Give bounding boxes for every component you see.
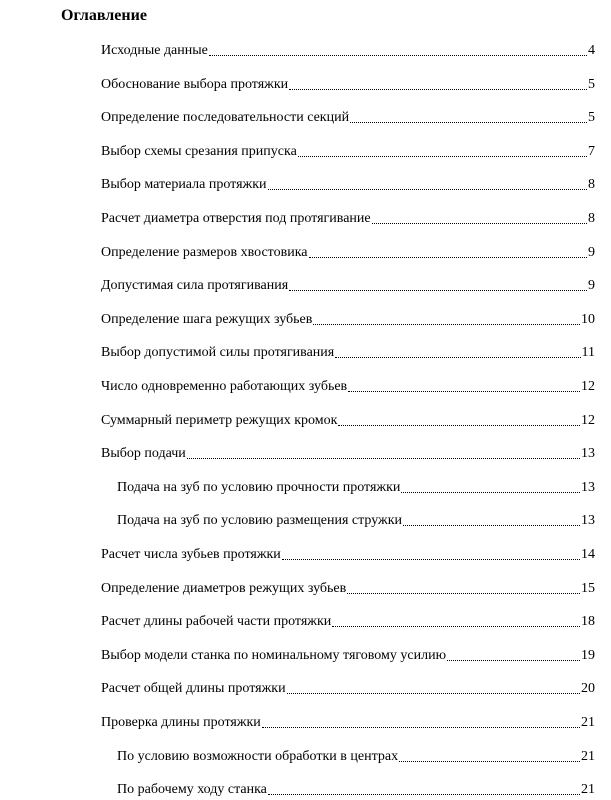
toc-dot-leader — [338, 425, 580, 426]
toc-entry-text: Число одновременно работающих зубьев — [101, 379, 348, 394]
toc-entry-page: 8 — [588, 211, 595, 226]
toc-entry[interactable] — [101, 143, 595, 161]
toc-entry-text: Подача на зуб по условию прочности протяжки — [117, 480, 401, 495]
toc-entry[interactable] — [117, 748, 595, 766]
toc-entry-text: Подача на зуб по условию размещения стружки — [117, 513, 403, 528]
toc-entry[interactable] — [101, 277, 595, 295]
toc-entry[interactable] — [117, 479, 595, 497]
toc-dot-leader — [347, 593, 580, 594]
toc-entry-page: 21 — [581, 749, 595, 764]
toc-entry[interactable] — [101, 412, 595, 430]
toc-entry[interactable] — [101, 714, 595, 732]
toc-entry-page: 19 — [581, 648, 595, 663]
toc-entry-text: Расчет общей длины протяжки — [101, 681, 286, 696]
toc-entry[interactable] — [101, 42, 595, 60]
toc-dot-leader — [313, 324, 580, 325]
toc-entry[interactable] — [101, 176, 595, 194]
toc-entry-text: Определение последовательности секций — [101, 110, 350, 125]
toc-entry[interactable] — [101, 680, 595, 698]
toc-entry[interactable] — [101, 344, 595, 362]
toc-dot-leader — [268, 189, 588, 190]
toc-dot-leader — [335, 357, 580, 358]
toc-entry-text: Выбор схемы срезания припуска — [101, 144, 297, 159]
toc-entry-text: Расчет диаметра отверстия под протягивание — [101, 211, 371, 226]
toc-entry-text: Проверка длины протяжки — [101, 715, 261, 730]
toc-dot-leader — [282, 559, 580, 560]
toc-dot-leader — [298, 156, 587, 157]
toc-entry-text: Исходные данные — [101, 43, 208, 58]
toc-entry-page: 10 — [581, 312, 595, 327]
toc-entry-page: 9 — [588, 245, 595, 260]
toc-entry-page: 11 — [581, 345, 595, 360]
toc-entry[interactable] — [101, 244, 595, 262]
toc-entry-page: 13 — [581, 446, 595, 461]
toc-dot-leader — [289, 89, 587, 90]
toc-dot-leader — [332, 626, 580, 627]
toc-dot-leader — [348, 391, 580, 392]
toc-dot-leader — [447, 660, 580, 661]
toc-entry-text: Определение шага режущих зубьев — [101, 312, 313, 327]
toc-dot-leader — [403, 525, 580, 526]
toc-entry-text: Расчет числа зубьев протяжки — [101, 547, 281, 562]
toc-entry-text: Выбор допустимой силы протягивания — [101, 345, 335, 360]
toc-entry[interactable] — [101, 210, 595, 228]
toc-title: Оглавление — [61, 7, 147, 24]
toc-entry-page: 12 — [581, 379, 595, 394]
toc-entry-page: 15 — [581, 581, 595, 596]
toc-entry-text: Выбор модели станка по номинальному тяговому усилию — [101, 648, 447, 663]
toc-entry-page: 21 — [581, 715, 595, 730]
toc-entry-text: Расчет длины рабочей части протяжки — [101, 614, 332, 629]
toc-entry[interactable] — [101, 580, 595, 598]
toc-entry-page: 20 — [581, 681, 595, 696]
toc-entry-text: Определение диаметров режущих зубьев — [101, 581, 347, 596]
toc-dot-leader — [372, 223, 587, 224]
toc-entry-text: По условию возможности обработки в центрах — [117, 749, 399, 764]
toc-entry-text: Выбор материала протяжки — [101, 177, 267, 192]
toc-entry[interactable] — [101, 311, 595, 329]
toc-entry-text: Допустимая сила протягивания — [101, 278, 289, 293]
toc-dot-leader — [350, 122, 587, 123]
toc-entry[interactable] — [101, 76, 595, 94]
toc-entry-text: Выбор подачи — [101, 446, 186, 461]
toc-dot-leader — [287, 693, 580, 694]
toc-entry-page: 14 — [581, 547, 595, 562]
toc-entry[interactable] — [101, 647, 595, 665]
toc-entry-text: По рабочему ходу станка — [117, 782, 267, 797]
toc-entry-page: 18 — [581, 614, 595, 629]
toc-entry-page: 12 — [581, 413, 595, 428]
toc-entry-text: Определение размеров хвостовика — [101, 245, 308, 260]
toc-entry-text: Суммарный периметр режущих кромок — [101, 413, 338, 428]
toc-entry[interactable] — [101, 445, 595, 463]
toc-entry-page: 5 — [588, 110, 595, 125]
toc-dot-leader — [289, 290, 587, 291]
toc-entry-text: Обоснование выбора протяжки — [101, 77, 289, 92]
toc-entry-page: 7 — [588, 144, 595, 159]
toc-entry-page: 13 — [581, 513, 595, 528]
toc-dot-leader — [399, 761, 580, 762]
toc-entry-page: 13 — [581, 480, 595, 495]
toc-entry[interactable] — [101, 378, 595, 396]
toc-entry-page: 8 — [588, 177, 595, 192]
toc-dot-leader — [262, 727, 580, 728]
toc-entry-page: 4 — [588, 43, 595, 58]
toc-entry[interactable] — [117, 781, 595, 799]
toc-entry[interactable] — [101, 109, 595, 127]
toc-entry[interactable] — [101, 613, 595, 631]
toc-dot-leader — [401, 492, 580, 493]
toc-dot-leader — [187, 458, 580, 459]
toc-dot-leader — [309, 257, 587, 258]
toc-entry-page: 9 — [588, 278, 595, 293]
toc-entry-page: 21 — [581, 782, 595, 797]
toc-entry-page: 5 — [588, 77, 595, 92]
toc-dot-leader — [209, 55, 587, 56]
toc-dot-leader — [268, 794, 580, 795]
toc-entry[interactable] — [101, 546, 595, 564]
toc-entry[interactable] — [117, 512, 595, 530]
